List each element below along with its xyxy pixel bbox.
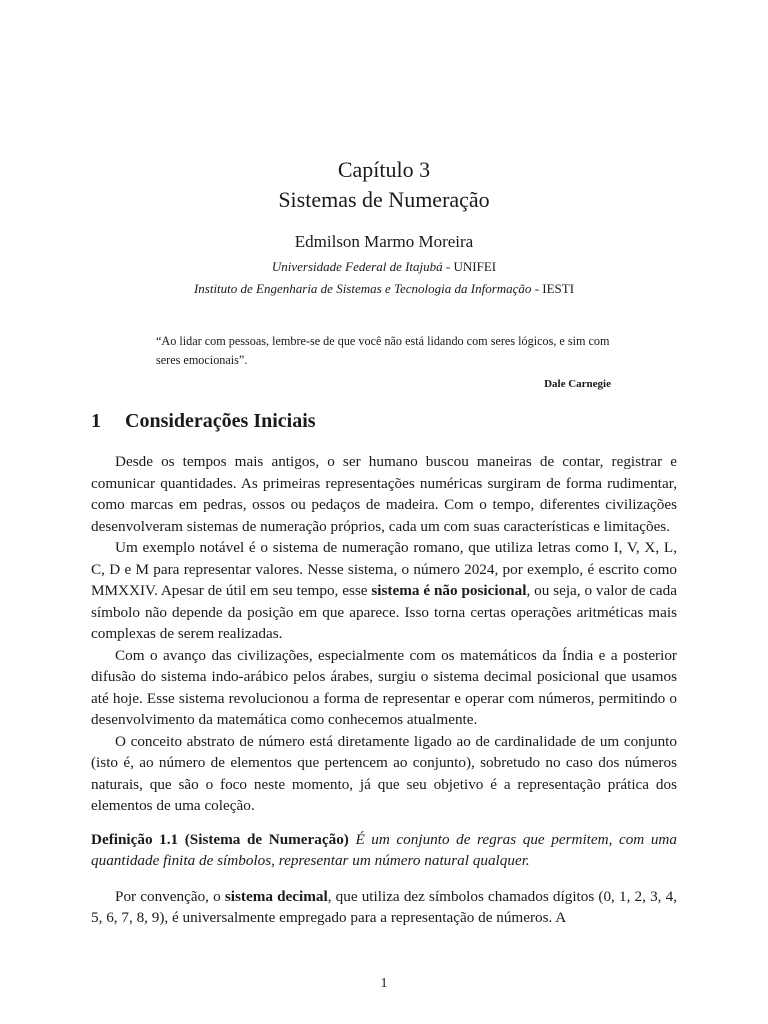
definition-text: É um conjunto de regras que permitem, com uma quantidade finita de símbolos, representar um número natural qualquer. [91, 830, 677, 869]
paragraph: Com o avanço das civilizações, especialmente com os matemáticos da Índia e a posterior difusão do sistema indo-arábico pelos árabes, surgiu o sistema decimal posicional que usamos até hoje. Esse sistema revolucionou a forma de representar e operar com números, permitindo o desenvolvimento da matemática como conhecemos atualmente. [91, 646, 677, 728]
institute-name: Instituto de Engenharia de Sistemas e Tecnologia da Informação [193, 281, 532, 296]
paragraph-text: , que utiliza dez símbolos chamados dígitos (0, 1, 2, 3, 4, 5, 6, 7, 8, 9), é universalmente empregado para a representação de números. A [91, 887, 677, 926]
emphasis: sistema decimal [224, 887, 328, 905]
section-number: 1 [91, 410, 101, 432]
definition-label: Definição 1.1 (Sistema de Numeração) [91, 830, 349, 848]
section-heading [91, 410, 316, 433]
section-title: Considerações Iniciais [125, 410, 316, 432]
emphasis: sistema é não posicional [371, 582, 527, 599]
epigraph-quote: “Ao lidar com pessoas, lembre-se de que você não está lidando com seres lógicos, e sim com seres emocionais”. [156, 334, 610, 367]
chapter-title: Capítulo 3 [337, 157, 431, 182]
affiliation-institute [0, 281, 768, 297]
epigraph-attribution: Dale Carnegie [544, 378, 611, 390]
paragraph [91, 886, 677, 929]
university-abbr: - UNIFEI [442, 259, 497, 274]
institute-abbr: - IESTI [531, 281, 575, 296]
university-name: Universidade Federal de Itajubá [271, 259, 443, 274]
paragraph-text: , ou seja, o valor de cada símbolo não depende da posição em que aparece. Isso torna certas operações aritméticas mais complexas de serem realizadas. [91, 582, 678, 642]
author-name: Edmilson Marmo Moreira [294, 232, 474, 251]
paragraph: Desde os tempos mais antigos, o ser humano buscou maneiras de contar, registrar e comunicar quantidades. As primeiras representações numéricas surgiram de forma rudimentar, como marcas em pedras, ossos ou pedaços de madeira. Com o tempo, diferentes civilizações desenvolveram sistemas de numeração próprios, cada um com suas características e limitações. [91, 453, 677, 535]
paragraph: O conceito abstrato de número está diretamente ligado ao de cardinalidade de um conjunto (isto é, ao número de elementos que pertencem ao conjunto), sobretudo no caso dos números naturais, que são o foco neste momento, já que seu objetivo é a representação prática dos elementos de uma coleção. [91, 732, 677, 814]
paragraph [91, 537, 677, 645]
definition [91, 829, 677, 872]
affiliation-university [0, 259, 768, 275]
page-number: 1 [380, 976, 388, 991]
body-text [91, 451, 677, 929]
chapter-subtitle: Sistemas de Numeração [278, 187, 490, 212]
paragraph-text: Um exemplo notável é o sistema de numeração romano, que utiliza letras como I, V, X, L, C, D e M para representar valores. Nesse sistema, o número 2024, por exemplo, é escrito como MMXXIV. Apesar de útil em seu tempo, esse [91, 539, 677, 599]
paragraph-text: Por convenção, o [115, 887, 225, 905]
